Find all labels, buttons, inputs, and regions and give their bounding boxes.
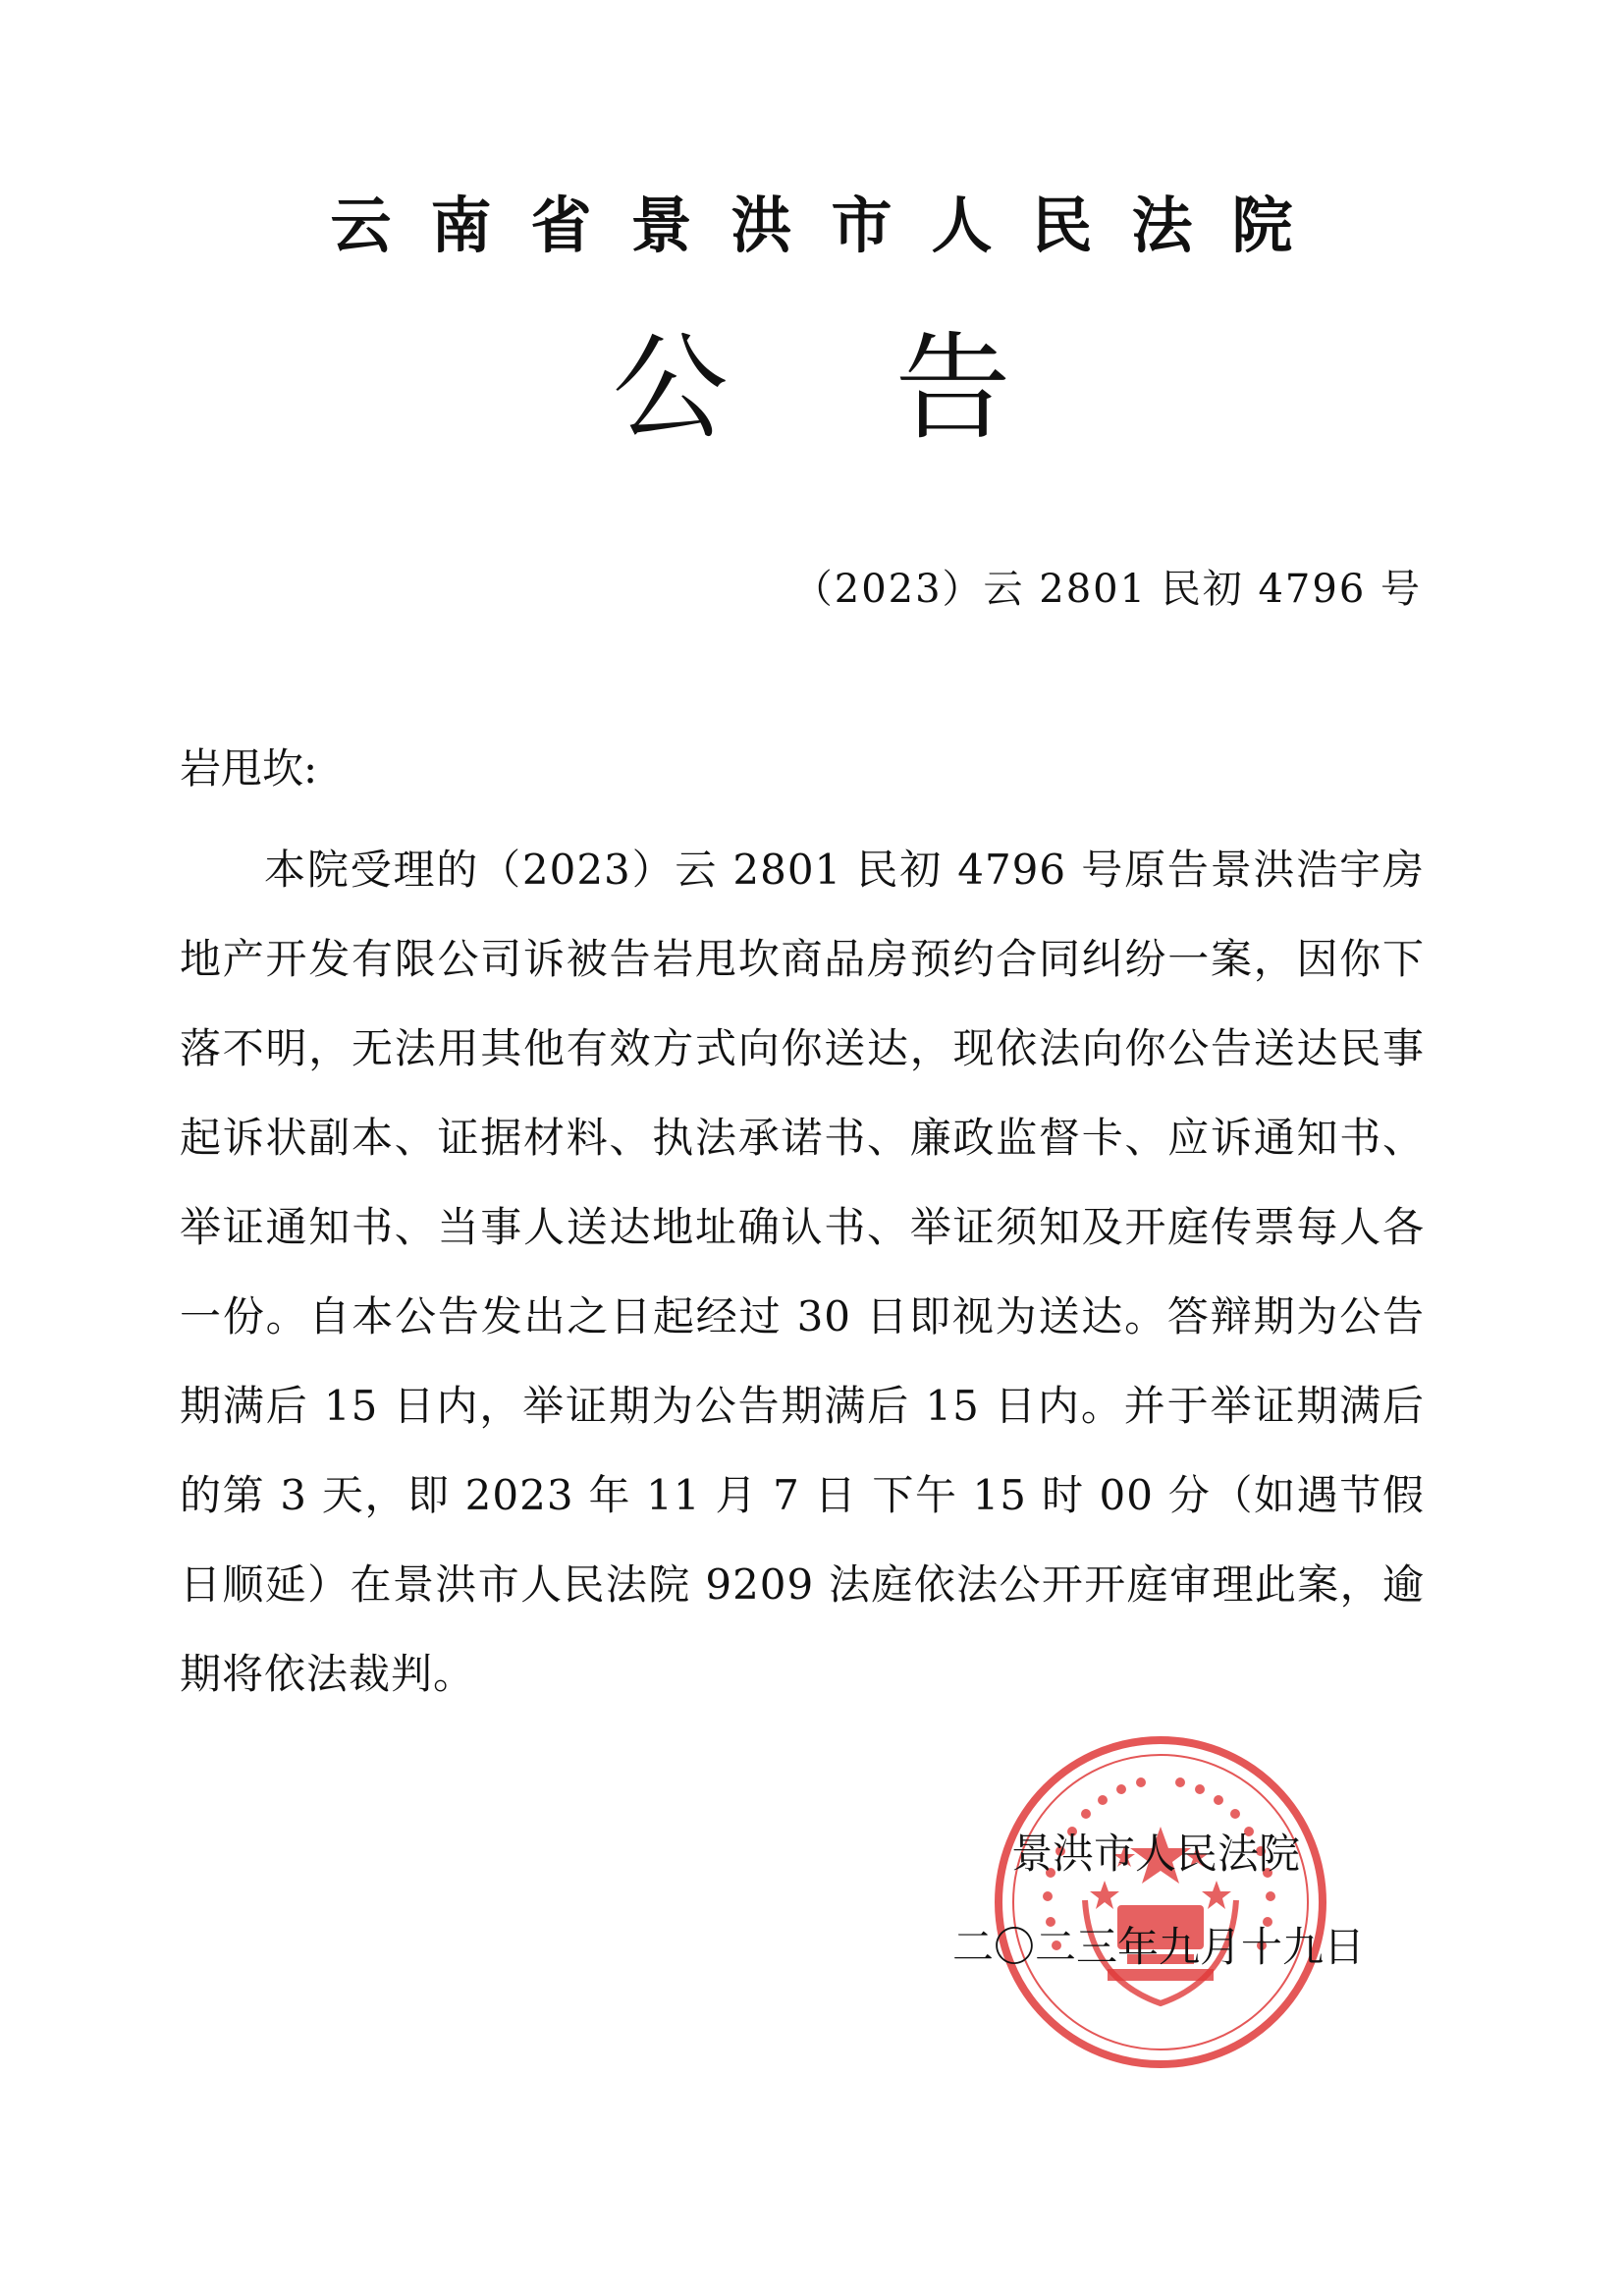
document-title: 公告 bbox=[612, 320, 1178, 456]
court-seal-icon bbox=[992, 1733, 1330, 2072]
case-number: （2023）云 2801 民初 4796 号 bbox=[792, 567, 1422, 612]
court-name: 云南省景洪市人民法院 bbox=[330, 190, 1332, 261]
signature-court: 景洪市人民法院 bbox=[1011, 1830, 1301, 1878]
notice-body: 本院受理的（2023）云 2801 民初 4796 号原告景洪浩宇房地产开发有限公司诉被告岩甩坎商品房预约合同纠纷一案，因你下落不明，无法用其他有效方式向你送达，现依法向你公告送达民事起诉状副本、证据材料、执法承诺书、廉政监督卡、应诉通知书、举证通知书、当事人送达地址确认书、举证须知及开庭传票每人各一份。自本公告发出之日起经过 30 日即视为送达。答辩期为公告期满后 15 日内，举证期为公告期满后 15 日内。并于举证期满后的第 3 天，即 2023 年 11 月 7 日 下午 15 时 00 分（如遇节假日顺延）在景洪市人民法院 9209 法庭依法公开开庭审理此案，逾期将依法裁判。 bbox=[180, 846, 1425, 1698]
addressee: 岩甩坎: bbox=[180, 744, 318, 793]
signature-date: 二〇二三年九月十九日 bbox=[952, 1923, 1366, 1971]
